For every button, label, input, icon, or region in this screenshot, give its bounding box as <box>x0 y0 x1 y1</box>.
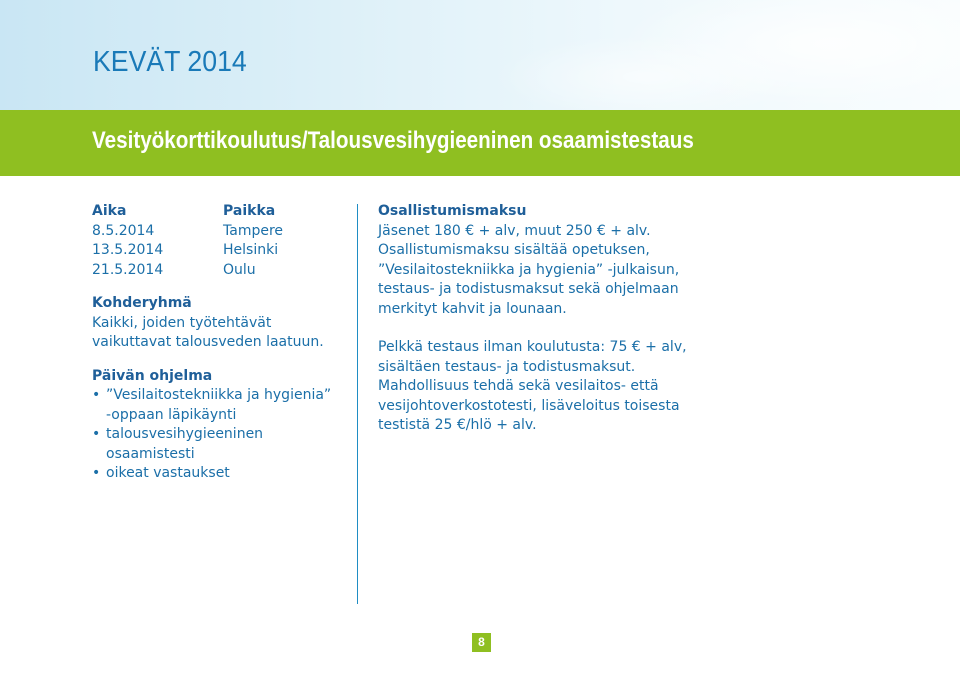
program-item-text: ”Vesilaitostekniikka ja hygienia” <box>106 387 332 403</box>
target-group-text: vaikuttavat talousveden laatuun. <box>92 334 324 350</box>
test-fee-text: sisältäen testaus- ja todistusmaksut. <box>378 358 636 375</box>
test-fee-text: Mahdollisuus tehdä sekä vesilaitos- että <box>378 378 659 394</box>
test-fee-text: testistä 25 €/hlö + alv. <box>378 417 537 433</box>
schedule-time-header: Aika <box>92 203 127 219</box>
schedule-date: 8.5.2014 <box>92 222 155 239</box>
fee-paragraph <box>378 202 738 319</box>
fee-heading: Osallistumismaksu <box>378 203 527 219</box>
schedule-place: Helsinki <box>223 242 279 258</box>
program-item-text: talousvesihygieeninen <box>106 426 264 442</box>
test-fee-text: Pelkkä testaus ilman koulutusta: 75 € + alv, <box>378 339 687 355</box>
schedule-place-header: Paikka <box>223 203 276 219</box>
program-item-text: -oppaan läpikäynti <box>106 406 237 423</box>
program-item-text: osaamistesti <box>106 445 195 462</box>
list-item <box>92 386 342 425</box>
bullet-icon: • <box>92 387 101 403</box>
program-heading: Päivän ohjelma <box>92 367 213 384</box>
list-item <box>92 425 342 464</box>
fee-text: testaus- ja todistusmaksut sekä ohjelmaan <box>378 281 679 297</box>
schedule-date: 13.5.2014 <box>92 242 164 258</box>
course-title: Vesityökorttikoulutus/Talousvesihygieeninen osaamistestaus <box>92 127 694 154</box>
header-sheen-decoration <box>440 0 960 110</box>
target-group-section <box>92 294 342 353</box>
program-list <box>92 386 342 484</box>
target-group-heading: Kohderyhmä <box>92 295 192 311</box>
schedule-date: 21.5.2014 <box>92 261 164 278</box>
fee-text: merkityt kahvit ja lounaan. <box>378 300 567 317</box>
fee-text: Osallistumismaksu sisältää opetuksen, <box>378 242 650 258</box>
right-column <box>378 202 738 436</box>
page-number-badge: 8 <box>472 633 491 652</box>
schedule-place: Tampere <box>223 222 284 239</box>
season-title: KEVÄT 2014 <box>93 46 247 78</box>
list-item <box>92 464 342 484</box>
test-only-paragraph <box>378 338 738 436</box>
program-item-text: oikeat vastaukset <box>106 465 230 481</box>
schedule-table <box>92 202 342 280</box>
bullet-icon: • <box>92 465 101 481</box>
target-group-text: Kaikki, joiden työtehtävät <box>92 314 272 331</box>
fee-text: Jäsenet 180 € + alv, muut 250 € + alv. <box>378 222 651 239</box>
test-fee-text: vesijohtoverkostotesti, lisäveloitus toisesta <box>378 397 680 414</box>
schedule-place: Oulu <box>223 261 256 278</box>
program-section <box>92 367 342 484</box>
column-divider <box>357 204 358 604</box>
bullet-icon: • <box>92 426 101 442</box>
left-column <box>92 202 342 484</box>
fee-text: ”Vesilaitostekniikka ja hygienia” -julkaisun, <box>378 261 680 278</box>
